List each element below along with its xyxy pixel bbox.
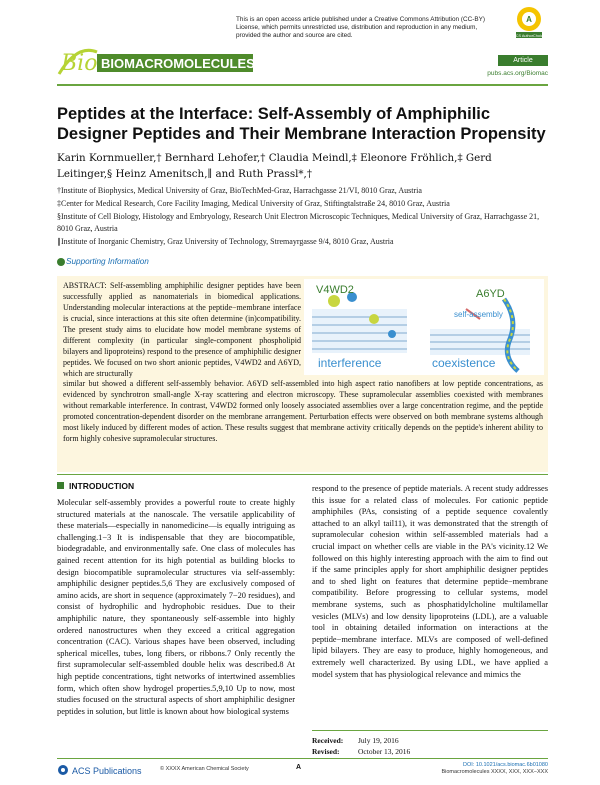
header-divider: [57, 84, 548, 86]
toc-peptide1-label: V4WD2: [316, 284, 354, 296]
supporting-info-link[interactable]: Supporting Information: [66, 257, 149, 266]
received-label: Received:: [312, 736, 344, 745]
abstract-text-part1: ABSTRACT: Self-assembling amphiphilic designer peptides have been successfully applied as nanomaterials in biomedical applications. Understanding molecular interactions at the peptide−membrane interface is crucial, since interactions at this site often determine (in)compatibility. The present study aims to elucidate how model membrane systems of different complexity (in particular single-component phospholipid bilayers and lipoproteins) respond to the presence of amphiphilic designer peptides. We focused on two short anionic peptides, V4WD2 and A6YD, which are structurally: [63, 281, 301, 378]
copyright-notice: © XXXX American Chemical Society: [160, 766, 249, 772]
affiliation-item: §Institute of Cell Biology, Histology and Embryology, Research Unit Electron Microscopic Techniques, Medical University of Graz, Harrachgasse 21, 8010 Graz, Austria: [57, 212, 540, 233]
publisher-name: ACS Publications: [72, 766, 142, 776]
toc-graphic: [304, 279, 544, 375]
article-title: Peptides at the Interface: Self-Assembly of Amphiphilic Designer Peptides and Their Membrane Interaction Propensity: [57, 105, 546, 143]
toc-self-assembly-label: self-assembly: [454, 310, 503, 319]
article-type-badge: Article: [498, 55, 548, 66]
dates-divider: [312, 730, 548, 731]
acs-authorchoice-icon[interactable]: [515, 6, 543, 40]
publication-dates: [312, 735, 548, 757]
author-list: Karin Kornmueller,† Bernhard Lehofer,† Claudia Meindl,‡ Eleonore Fröhlich,‡ Gerd Leitinger,§ Heinz Amenitsch,∥ and Ruth Prassl*,†: [57, 152, 492, 180]
toc-interference-label: interference: [318, 356, 382, 370]
toc-peptide2-label: A6YD: [476, 288, 505, 300]
acs-publications-logo[interactable]: [57, 762, 167, 778]
abstract-divider: [57, 474, 548, 475]
page-number: A: [296, 764, 302, 771]
received-date: July 19, 2016: [358, 736, 399, 745]
open-access-notice: This is an open access article published under a Creative Commons Attribution (CC-BY) License, which permits unrestricted use, distribution and reproduction in any medium, provided the author and source are cited.: [236, 16, 485, 39]
abstract-text-part2: similar but showed a different self-assembly behavior. A6YD self-assembled into high aspect ratio nanofibers at low peptide concentrations, as evidenced by synchrotron small-angle X-ray scattering and electron microscopy. These supramolecular assemblies coexisted with membranes without remarkable interference. In contrast, V4WD2 formed only loosely associated assemblies over a large concentration regime, and the peptide promoted concentration-dependent disorder on the membrane arrangement. Perturbation effects were observed on both membrane systems although most likely induced by different modes of action. These results suggest that membrane activity critically depends on the peptide's inherent ability to form highly cohesive supramolecular structures.: [63, 379, 543, 443]
affiliation-item: ‡Center for Medical Research, Core Facility Imaging, Medical University of Graz, Stiftingtalstraße 24, 8010 Graz, Austria: [57, 199, 450, 208]
toc-coexistence-label: coexistence: [432, 356, 496, 370]
svg-text:Bio: Bio: [61, 51, 98, 76]
intro-heading-text: INTRODUCTION: [69, 481, 135, 491]
affiliations: [57, 185, 547, 249]
revised-label: Revised:: [312, 747, 340, 756]
affiliation-item: ∥Institute of Inorganic Chemistry, Graz University of Technology, Stremayrgasse 9/4, 8010 Graz, Austria: [57, 237, 394, 246]
affiliation-item: †Institute of Biophysics, Medical University of Graz, BioTechMed-Graz, Harrachgasse 21/VI, 8010 Graz, Austria: [57, 186, 422, 195]
journal-url-link[interactable]: pubs.acs.org/Biomac: [487, 70, 548, 77]
section-bullet-icon: [57, 482, 64, 489]
supporting-info-icon[interactable]: [57, 258, 65, 266]
journal-logo[interactable]: [57, 44, 257, 76]
journal-citation: Biomacromolecules XXXX, XXX, XXX−XXX: [441, 769, 548, 775]
footer-divider: [57, 758, 548, 759]
doi-citation: [440, 762, 548, 776]
revised-date: October 13, 2016: [358, 747, 411, 756]
svg-text:A: A: [526, 15, 532, 24]
intro-heading: [57, 481, 295, 493]
journal-logo-text: BIOMACROMOLECULES: [101, 56, 255, 71]
doi-link[interactable]: DOI: 10.1021/acs.biomac.6b01080: [462, 762, 548, 768]
acs-badge-label: ACS AuthorChoice: [513, 34, 545, 38]
body-column-right: respond to the presence of peptide materials. A recent study addresses this issue for a related class of molecules. For cationic peptide amphiphiles (PAs, consisting of a peptide sequence covalently attached to an alkyl tail11), it was demonstrated that the strength of supramolecular cohesion within self-assembled materials had a crucial impact on whether cells are viable in the PA's vicinity.12 We followed on this highly interesting approach with the aim to find out if the same principles apply for short amphiphilic designer peptides and to shed light on features that determine peptide−membrane compatibility. Before progressing to cellular systems, model membrane systems, such as phosphatidylcholine multilamellar vesicles (MLVs) and low density lipoproteins (LDL), are a valuable tool in obtaining detailed information on interactions at the peptide−membrane interface. MLVs are composed of well-defined lipid bilayers. They are easy to produce, highly homogeneous, and extremely well characterized. By using LDL, we have applied a model system that has physiological relevance and mimics the: [312, 484, 548, 679]
body-column-left: Molecular self-assembly provides a powerful route to create highly structured materials at the nanoscale. The versatile applicability of these materials—especially in nanomedicine—is equally intriguing as challenging.1−3 It is indispensable that they are biocompatible, biodegradable, and environmentally safe. One class of molecules has gained recent attention for its high potential as building blocks to design biocompatible supramolecular structures via self-assembly: amphiphilic designer peptides.5,6 They are exclusively composed of amino acids, are short in sequence (approximately 7−20 residues), and consist of hydrophilic and hydrophobic residues. Due to their amphiphilic nature, they spontaneously self-assemble into highly ordered nanostructures when they exceed a critical aggregation concentration (CAC). Various shapes have been observed, including spherical micelles, tubes, long fibers, or ribbons.7 Only recently the first supramolecular self-assembled double helix was described.8 At high peptide concentrations, tight networks of intertwined assemblies form, which often show hydrogel properties.5,9,10 Up to now, most studies focused on the structural aspects of short amphiphilic designer peptides in solution, but little is known about how biological systems: [57, 498, 295, 716]
